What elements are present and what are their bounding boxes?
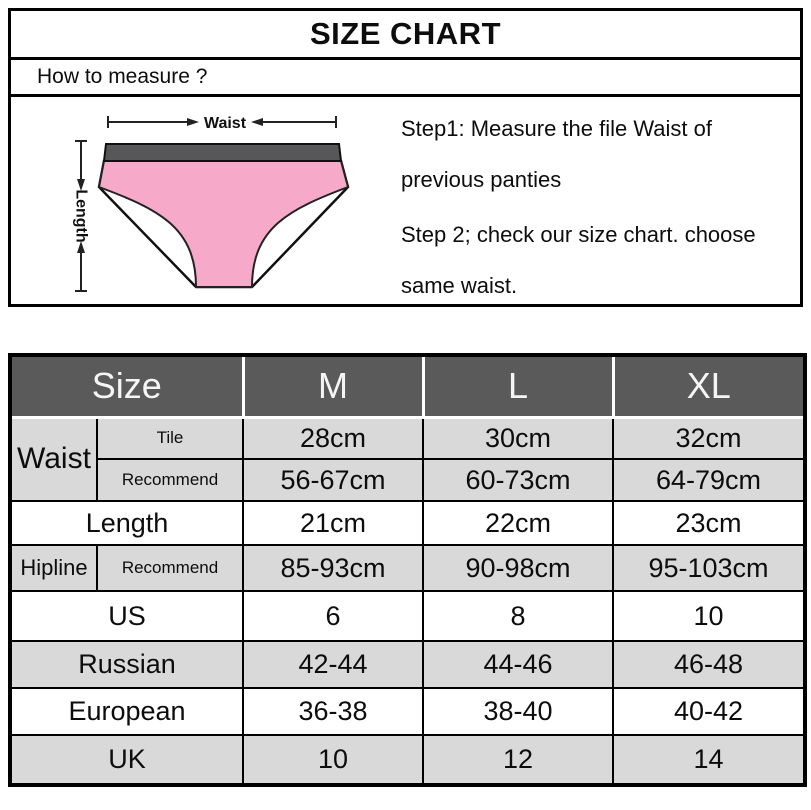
row-group-waist: Waist	[10, 417, 97, 501]
title-bar	[8, 8, 803, 60]
size-value-cell: 36-38	[243, 688, 423, 735]
size-value-cell: 90-98cm	[423, 545, 613, 591]
size-value-cell: 30cm	[423, 417, 613, 459]
size-value-cell: 8	[423, 591, 613, 641]
size-value-cell: 10	[613, 591, 805, 641]
step1-line2: previous panties	[401, 167, 562, 192]
length-dimension-label: Length	[72, 189, 90, 243]
table-row-length	[10, 501, 805, 545]
header-col-l: L	[423, 355, 613, 417]
row-label-russian: Russian	[10, 641, 243, 688]
table-row-us	[10, 591, 805, 641]
row-label-european: European	[10, 688, 243, 735]
table-row-european	[10, 688, 805, 735]
table-row-russian	[10, 641, 805, 688]
length-arrow-up-icon	[77, 241, 85, 253]
row-label-recommend: Recommend	[97, 545, 243, 591]
size-value-cell: 95-103cm	[613, 545, 805, 591]
size-value-cell: 28cm	[243, 417, 423, 459]
size-value-cell: 38-40	[423, 688, 613, 735]
table-row-waist-tile	[10, 417, 805, 459]
step1-line1: Step1: Measure the file Waist of	[401, 116, 712, 141]
step2-line2: same waist.	[401, 273, 518, 298]
size-value-cell: 6	[243, 591, 423, 641]
size-value-cell: 64-79cm	[613, 459, 805, 501]
header-size: Size	[10, 355, 243, 417]
panties-measure-diagram	[11, 97, 391, 304]
step2-line1: Step 2; check our size chart. choose	[401, 222, 756, 247]
header-col-xl: XL	[613, 355, 805, 417]
how-to-measure-bar	[8, 57, 803, 97]
size-value-cell: 12	[423, 735, 613, 785]
size-value-cell: 10	[243, 735, 423, 785]
measure-diagram-section	[8, 94, 803, 307]
page-title: SIZE CHART	[310, 16, 501, 51]
row-group-hipline: Hipline	[10, 545, 97, 591]
row-label-length: Length	[10, 501, 243, 545]
size-value-cell: 85-93cm	[243, 545, 423, 591]
table-row-hipline	[10, 545, 805, 591]
size-value-cell: 14	[613, 735, 805, 785]
waist-arrow-left-icon	[251, 118, 263, 126]
row-label-uk: UK	[10, 735, 243, 785]
how-to-measure-text: How to measure ?	[37, 65, 208, 88]
size-value-cell: 56-67cm	[243, 459, 423, 501]
size-table	[8, 353, 807, 787]
size-value-cell: 60-73cm	[423, 459, 613, 501]
row-label-tile: Tile	[97, 417, 243, 459]
waist-dimension-line	[108, 115, 336, 132]
row-label-recommend: Recommend	[97, 459, 243, 501]
size-chart-page	[8, 0, 803, 787]
size-value-cell: 22cm	[423, 501, 613, 545]
size-value-cell: 44-46	[423, 641, 613, 688]
size-value-cell: 21cm	[243, 501, 423, 545]
size-table-header-row	[10, 355, 805, 417]
table-row-waist-recommend	[10, 459, 805, 501]
section-gap	[8, 307, 803, 353]
row-label-us: US	[10, 591, 243, 641]
waist-dimension-label: Waist	[203, 115, 247, 132]
size-value-cell: 46-48	[613, 641, 805, 688]
waist-arrow-right-icon	[187, 118, 199, 126]
header-col-m: M	[243, 355, 423, 417]
size-value-cell: 40-42	[613, 688, 805, 735]
table-row-uk	[10, 735, 805, 785]
size-value-cell: 42-44	[243, 641, 423, 688]
panty-waistband-shape	[104, 144, 341, 161]
size-value-cell: 23cm	[613, 501, 805, 545]
measure-steps	[401, 103, 792, 311]
length-dimension-line	[73, 141, 90, 291]
size-value-cell: 32cm	[613, 417, 805, 459]
